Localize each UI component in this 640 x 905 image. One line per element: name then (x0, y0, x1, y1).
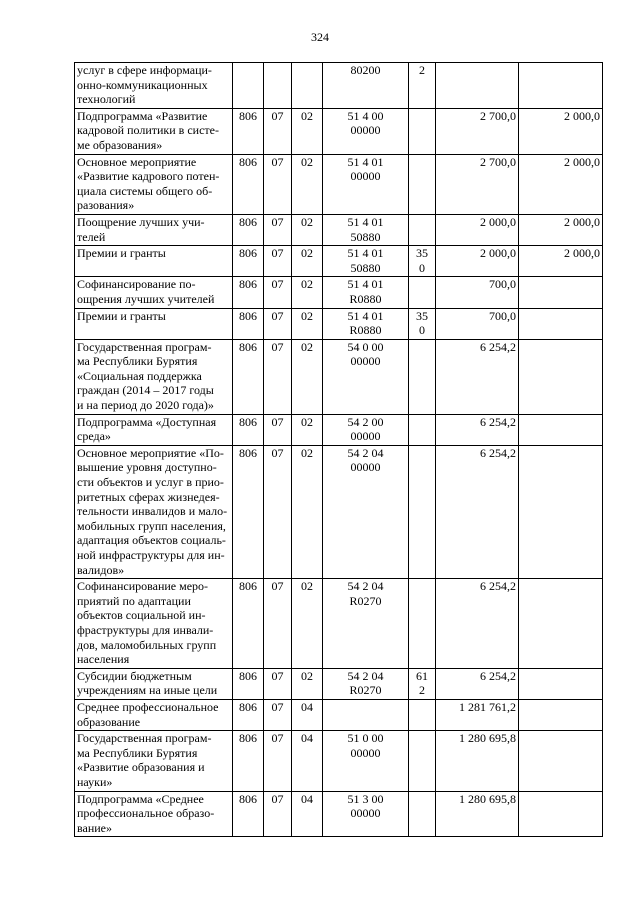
table-row (75, 699, 603, 730)
section-code-cell: 07 (264, 246, 292, 277)
amount-next-cell (519, 791, 603, 837)
section-code-cell: 07 (264, 339, 292, 414)
subsection-code-cell: 02 (292, 445, 323, 578)
amount-next-cell: 2 000,0 (519, 214, 603, 245)
target-article-cell: 51 0 00 00000 (323, 731, 409, 791)
subsection-code-cell: 02 (292, 414, 323, 445)
section-code-cell: 07 (264, 445, 292, 578)
section-code-cell: 07 (264, 414, 292, 445)
section-code-cell: 07 (264, 668, 292, 699)
amount-cell: 6 254,2 (436, 445, 519, 578)
subsection-code-cell: 04 (292, 791, 323, 837)
subsection-code-cell: 04 (292, 699, 323, 730)
row-name-cell: Государственная програм- ма Республики Бурятия «Социальная поддержка граждан (2014 – 2017 годы и на период до 2020 года)» (75, 339, 233, 414)
amount-next-cell (519, 445, 603, 578)
table-row (75, 731, 603, 791)
subsection-code-cell: 02 (292, 108, 323, 154)
expense-type-cell (409, 445, 436, 578)
subsection-code-cell: 02 (292, 246, 323, 277)
row-name-cell: Государственная програм- ма Республики Бурятия «Развитие образования и науки» (75, 731, 233, 791)
amount-cell: 6 254,2 (436, 668, 519, 699)
amount-next-cell: 2 000,0 (519, 154, 603, 214)
amount-next-cell (519, 63, 603, 109)
amount-next-cell: 2 000,0 (519, 246, 603, 277)
section-code-cell: 07 (264, 277, 292, 308)
section-code-cell (264, 63, 292, 109)
target-article-cell: 54 2 04 R0270 (323, 579, 409, 669)
row-name-cell: Премии и гранты (75, 308, 233, 339)
subsection-code-cell: 04 (292, 731, 323, 791)
amount-cell: 6 254,2 (436, 579, 519, 669)
expense-type-cell (409, 214, 436, 245)
amount-cell: 2 000,0 (436, 246, 519, 277)
ved-code-cell: 806 (233, 579, 264, 669)
row-name-cell: Поощрение лучших учи- телей (75, 214, 233, 245)
subsection-code-cell: 02 (292, 277, 323, 308)
target-article-cell: 51 4 01 50880 (323, 246, 409, 277)
amount-cell: 1 280 695,8 (436, 731, 519, 791)
expense-type-cell: 35 0 (409, 308, 436, 339)
subsection-code-cell: 02 (292, 214, 323, 245)
row-name-cell: Среднее профессиональное образование (75, 699, 233, 730)
expense-type-cell: 2 (409, 63, 436, 109)
target-article-cell: 51 4 01 R0880 (323, 277, 409, 308)
subsection-code-cell: 02 (292, 308, 323, 339)
amount-next-cell (519, 277, 603, 308)
target-article-cell (323, 699, 409, 730)
amount-cell: 6 254,2 (436, 414, 519, 445)
amount-cell: 700,0 (436, 308, 519, 339)
expense-type-cell (409, 731, 436, 791)
table-row (75, 214, 603, 245)
row-name-cell: Софинансирование по- ощрения лучших учителей (75, 277, 233, 308)
row-name-cell: Софинансирование меро- приятий по адаптации объектов социальной ин- фраструктуры для инвали- дов, маломобильных групп населения (75, 579, 233, 669)
ved-code-cell: 806 (233, 339, 264, 414)
target-article-cell: 51 4 01 50880 (323, 214, 409, 245)
table-row (75, 414, 603, 445)
amount-cell: 1 280 695,8 (436, 791, 519, 837)
ved-code-cell: 806 (233, 731, 264, 791)
target-article-cell: 51 4 00 00000 (323, 108, 409, 154)
subsection-code-cell: 02 (292, 579, 323, 669)
amount-next-cell: 2 000,0 (519, 108, 603, 154)
table-row (75, 445, 603, 578)
amount-next-cell (519, 699, 603, 730)
amount-cell: 2 700,0 (436, 154, 519, 214)
ved-code-cell (233, 63, 264, 109)
table-row (75, 154, 603, 214)
row-name-cell: Подпрограмма «Развитие кадровой политики в систе- ме образования» (75, 108, 233, 154)
ved-code-cell: 806 (233, 308, 264, 339)
section-code-cell: 07 (264, 579, 292, 669)
table-row (75, 339, 603, 414)
row-name-cell: услуг в сфере информаци- онно-коммуникационных технологий (75, 63, 233, 109)
target-article-cell: 54 0 00 00000 (323, 339, 409, 414)
table-row (75, 108, 603, 154)
table-row (75, 791, 603, 837)
target-article-cell: 51 4 01 R0880 (323, 308, 409, 339)
ved-code-cell: 806 (233, 414, 264, 445)
target-article-cell: 51 3 00 00000 (323, 791, 409, 837)
expense-type-cell (409, 699, 436, 730)
section-code-cell: 07 (264, 108, 292, 154)
ved-code-cell: 806 (233, 246, 264, 277)
expense-type-cell (409, 339, 436, 414)
table-row (75, 63, 603, 109)
expense-type-cell: 61 2 (409, 668, 436, 699)
target-article-cell: 54 2 04 R0270 (323, 668, 409, 699)
amount-next-cell (519, 339, 603, 414)
expense-type-cell: 35 0 (409, 246, 436, 277)
amount-cell: 700,0 (436, 277, 519, 308)
row-name-cell: Основное мероприятие «По- вышение уровня доступно- сти объектов и услуг в прио- ритетных сферах жизнедея- тельности инвалидов и мало- мобильных групп населения, адаптация объектов социаль- ной инфраструктуры для ин- валидов» (75, 445, 233, 578)
section-code-cell: 07 (264, 731, 292, 791)
row-name-cell: Субсидии бюджетным учреждениям на иные цели (75, 668, 233, 699)
budget-table (74, 62, 603, 837)
expense-type-cell (409, 108, 436, 154)
row-name-cell: Премии и гранты (75, 246, 233, 277)
amount-cell (436, 63, 519, 109)
ved-code-cell: 806 (233, 791, 264, 837)
amount-next-cell (519, 668, 603, 699)
expense-type-cell (409, 791, 436, 837)
section-code-cell: 07 (264, 214, 292, 245)
row-name-cell: Подпрограмма «Доступная среда» (75, 414, 233, 445)
ved-code-cell: 806 (233, 214, 264, 245)
amount-next-cell (519, 414, 603, 445)
section-code-cell: 07 (264, 308, 292, 339)
subsection-code-cell: 02 (292, 339, 323, 414)
target-article-cell: 54 2 00 00000 (323, 414, 409, 445)
target-article-cell: 51 4 01 00000 (323, 154, 409, 214)
ved-code-cell: 806 (233, 108, 264, 154)
subsection-code-cell: 02 (292, 668, 323, 699)
amount-cell: 2 700,0 (436, 108, 519, 154)
subsection-code-cell (292, 63, 323, 109)
amount-cell: 1 281 761,2 (436, 699, 519, 730)
section-code-cell: 07 (264, 154, 292, 214)
ved-code-cell: 806 (233, 699, 264, 730)
section-code-cell: 07 (264, 791, 292, 837)
table-row (75, 308, 603, 339)
table-body (75, 63, 603, 837)
expense-type-cell (409, 579, 436, 669)
amount-cell: 6 254,2 (436, 339, 519, 414)
target-article-cell: 54 2 04 00000 (323, 445, 409, 578)
ved-code-cell: 806 (233, 154, 264, 214)
expense-type-cell (409, 154, 436, 214)
expense-type-cell (409, 414, 436, 445)
ved-code-cell: 806 (233, 277, 264, 308)
amount-next-cell (519, 579, 603, 669)
target-article-cell: 80200 (323, 63, 409, 109)
row-name-cell: Подпрограмма «Среднее профессиональное образо- вание» (75, 791, 233, 837)
amount-cell: 2 000,0 (436, 214, 519, 245)
row-name-cell: Основное мероприятие «Развитие кадрового потен- циала системы общего об- разования» (75, 154, 233, 214)
page-number: 324 (311, 30, 329, 44)
ved-code-cell: 806 (233, 445, 264, 578)
section-code-cell: 07 (264, 699, 292, 730)
ved-code-cell: 806 (233, 668, 264, 699)
subsection-code-cell: 02 (292, 154, 323, 214)
amount-next-cell (519, 731, 603, 791)
table-row (75, 246, 603, 277)
table-row (75, 277, 603, 308)
table-row (75, 668, 603, 699)
expense-type-cell (409, 277, 436, 308)
table-row (75, 579, 603, 669)
amount-next-cell (519, 308, 603, 339)
